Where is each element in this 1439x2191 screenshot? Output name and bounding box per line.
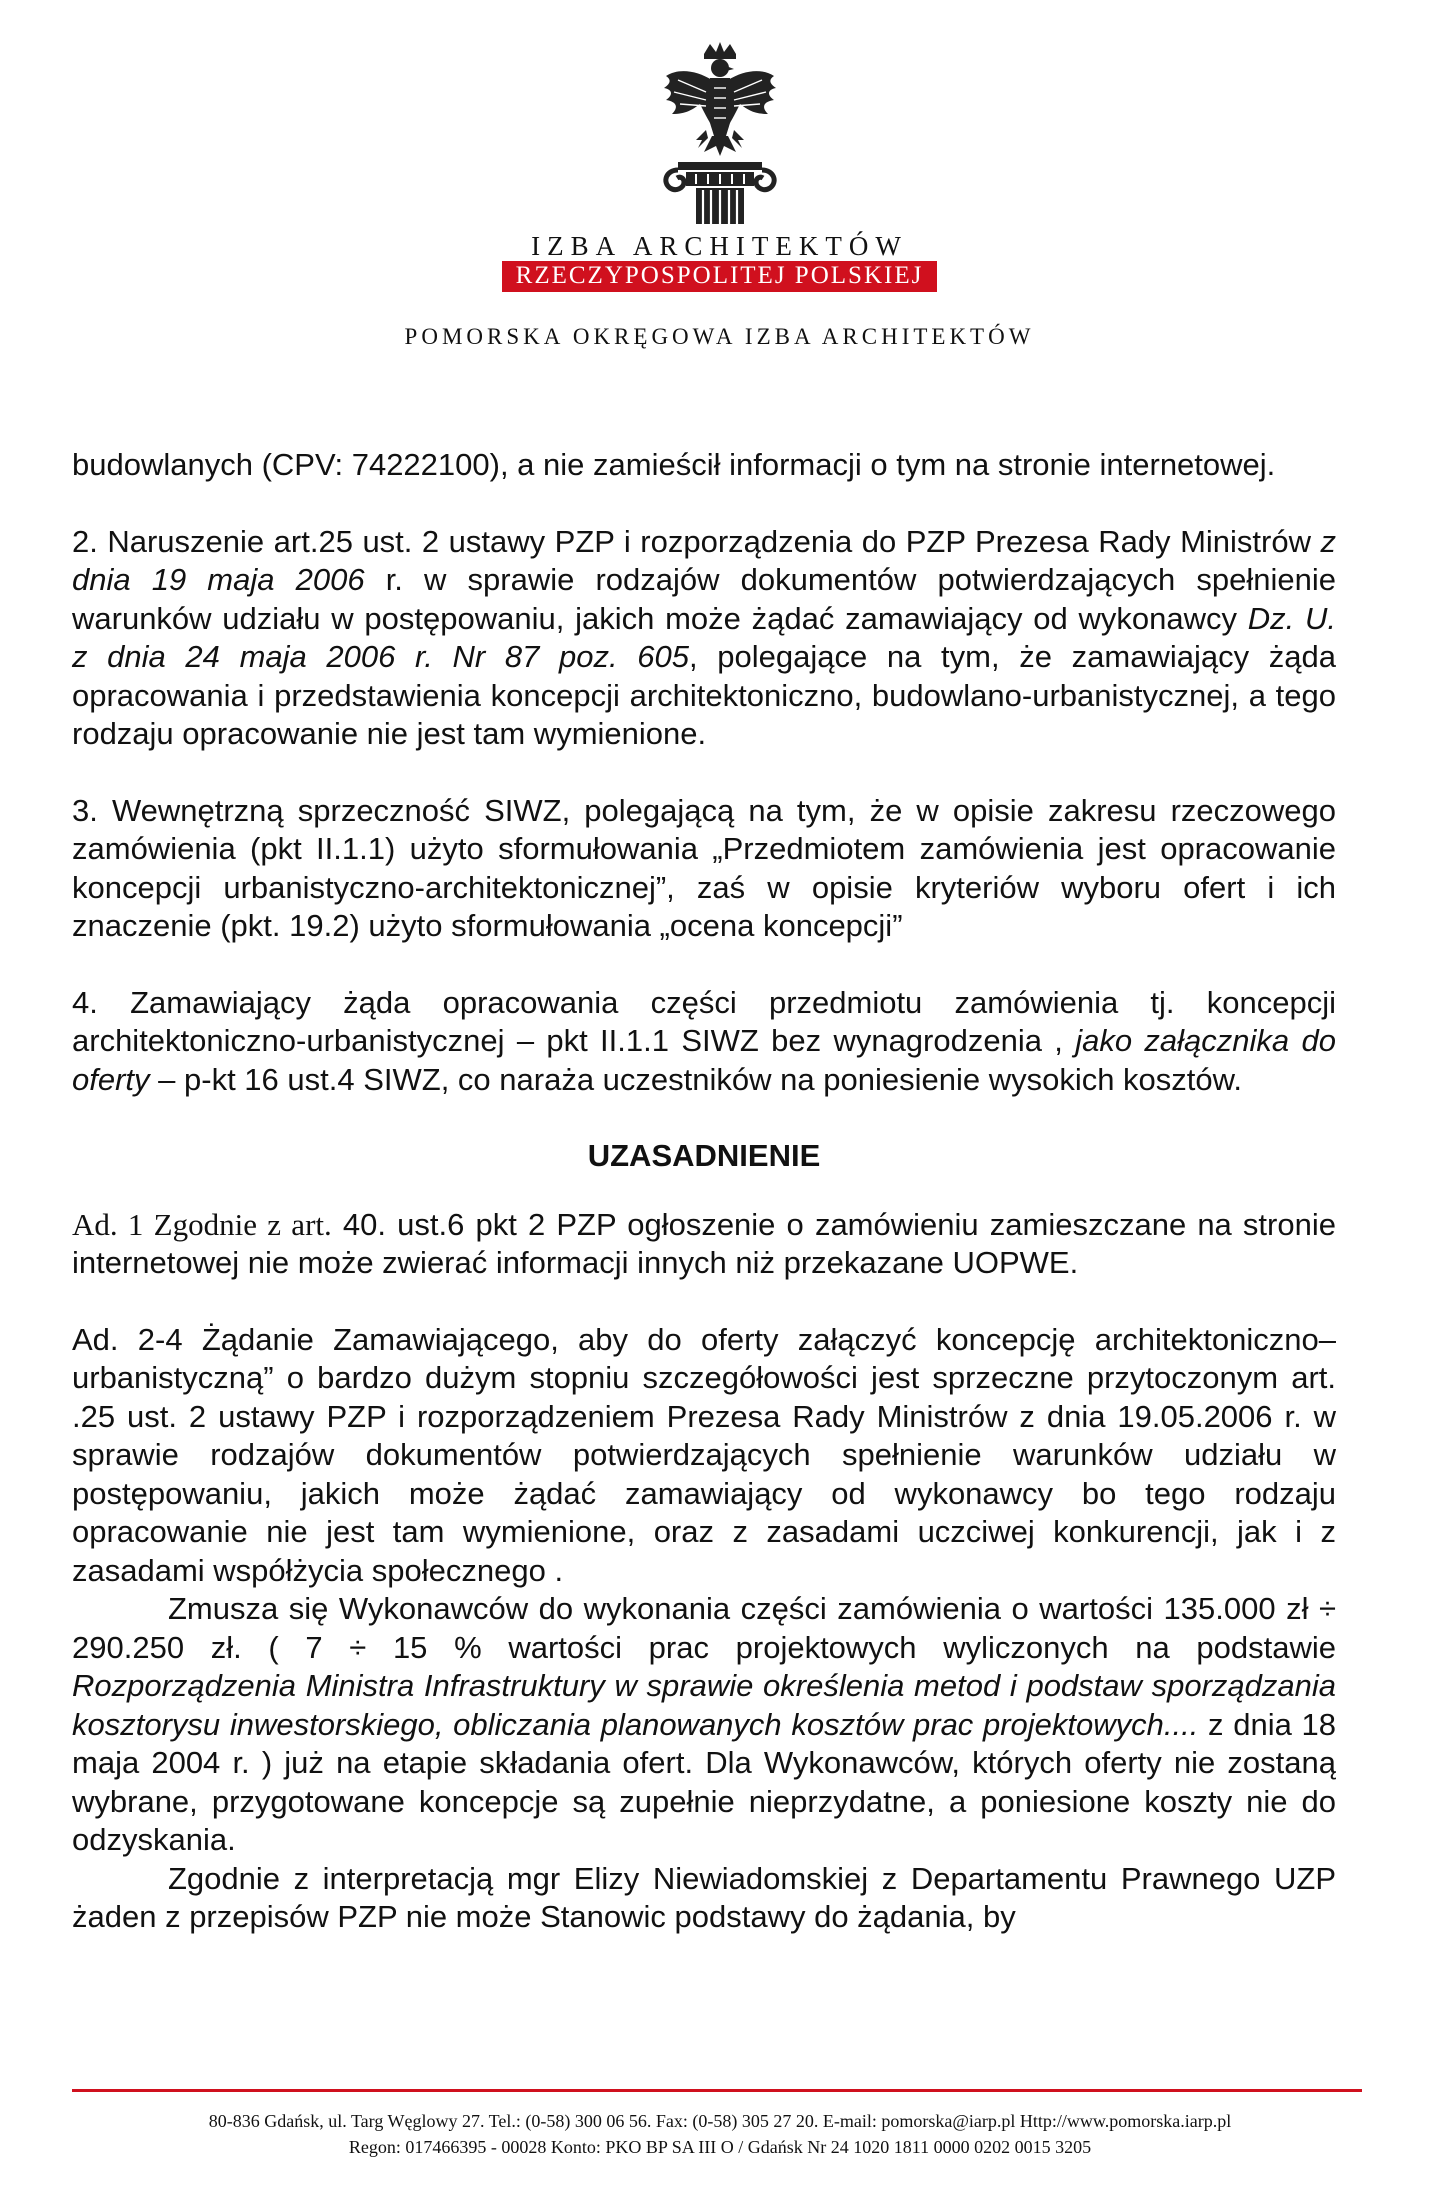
point-2-journal-italic: Dz. U. z dnia 24 maja 2006 r. Nr 87 poz. 605 bbox=[72, 600, 1336, 674]
izba-name-line1: IZBA ARCHITEKTÓW bbox=[531, 231, 908, 261]
zmusza-text-a: Zmusza się Wykonawców do wykonania części zamówienia o wartości 135.000 zł ÷ 290.250 zł. ( 7 ÷ 15 % wartości prac projektowych wyliczonych na podstawie bbox=[72, 1591, 1336, 1665]
paragraph-zgodnie: Zgodnie z interpretacją mgr Elizy Niewiadomskiej z Departamentu Prawnego UZP żaden z przepisów PZP nie może Stanowic podstawy do żądania, by bbox=[72, 1860, 1336, 1934]
paragraph-point-3: 3. Wewnętrzną sprzeczność SIWZ, polegającą na tym, że w opisie zakresu rzeczowego zamówienia (pkt II.1.1) użyto sformułowania „Przedmiotem zamówienia jest opracowanie koncepcji urbanistyczno-architektonicznej”, zaś w opisie kryteriów wyboru ofert i ich znaczenie (pkt. 19.2) użyto sformułowania „ocena koncepcji” bbox=[72, 792, 1336, 943]
section-heading: UZASADNIENIE bbox=[587, 1138, 821, 1173]
polish-eagle-emblem-icon bbox=[656, 40, 784, 225]
zmusza-regulation-italic: Rozporządzenia Ministra Infrastruktury w sprawie określenia metod i podstaw sporządzania kosztorysu inwestorskiego, obliczania planowanych kosztów prac projektowych.... bbox=[72, 1668, 1336, 1742]
paragraph-continuation: budowlanych (CPV: 74222100), a nie zamieścił informacji o tym na stronie internetowej. bbox=[72, 447, 1276, 482]
letter-body bbox=[72, 446, 1336, 1937]
letterhead bbox=[0, 40, 1439, 352]
paragraph-ad-1 bbox=[72, 1206, 1336, 1283]
footer-bank-line: Regon: 017466395 - 00028 Konto: PKO BP SA III O / Gdańsk Nr 24 1020 1811 0000 0202 0015 3205 bbox=[348, 2137, 1092, 2157]
footer-address-line: 80-836 Gdańsk, ul. Targ Węglowy 27. Tel.: (0-58) 300 06 56. Fax: (0-58) 305 27 20. E-mail: pomorska@iarp.pl Http://www.pomorska.iarp.pl bbox=[208, 2111, 1232, 2131]
footer bbox=[40, 2108, 1400, 2160]
point-2-date-italic: z dnia 19 maja 2006 bbox=[72, 523, 1336, 597]
paragraph-zmusza bbox=[72, 1590, 1336, 1860]
point-4-text-c: – p-kt 16 ust.4 SIWZ, co naraża uczestników na poniesienie wysokich kosztów. bbox=[158, 1061, 1242, 1097]
ad-1-lead: Ad. 1 Zgodnie z art. bbox=[72, 1206, 332, 1242]
izba-name-line2: RZECZYPOSPOLITEJ POLSKIEJ bbox=[502, 261, 938, 292]
paragraph-point-2 bbox=[72, 523, 1336, 754]
paragraph-point-4 bbox=[72, 984, 1336, 1100]
zmusza-text-c: z dnia 18 maja 2004 r. ) już na etapie składania ofert. Dla Wykonawców, których oferty nie zostaną wybrane, przygotowane koncepcje są zupełnie nieprzydatne, a poniesione koszty nie do odzyskania. bbox=[72, 1706, 1336, 1857]
footer-divider bbox=[72, 2089, 1362, 2092]
point-4-italic: jako załącznika do oferty bbox=[72, 1023, 1336, 1097]
point-2-text-a: 2. Naruszenie art.25 ust. 2 ustawy PZP i rozporządzenia do PZP Prezesa Rady Ministrów bbox=[72, 523, 1311, 559]
point-2-text-e: , polegające na tym, że zamawiający żąda opracowania i przedstawienia koncepcji architektoniczno, budowlano-urbanistycznej, a tego rodzaju opracowanie nie jest tam wymienione. bbox=[72, 639, 1336, 751]
point-4-text-a: 4. Zamawiający żąda opracowania części przedmiotu zamówienia tj. koncepcji architektoniczno-urbanistycznej – pkt II.1.1 SIWZ bez wynagrodzenia , bbox=[72, 984, 1336, 1058]
regional-chamber-name: POMORSKA OKRĘGOWA IZBA ARCHITEKTÓW bbox=[404, 324, 1035, 349]
point-2-text-c: r. w sprawie rodzajów dokumentów potwierdzających spełnienie warunków udziału w postępowaniu, jakich może żądać zamawiający od wykonawcy bbox=[72, 562, 1336, 636]
ad-1-text: 40. ust.6 pkt 2 PZP ogłoszenie o zamówieniu zamieszczane na stronie internetowej nie może zwierać informacji innych niż przekazane UOPWE. bbox=[72, 1206, 1336, 1280]
paragraph-ad-2-4: Ad. 2-4 Żądanie Zamawiającego, aby do oferty załączyć koncepcję architektoniczno–urbanistyczną” o bardzo dużym stopniu szczegółowości jest sprzeczne przytoczonym art. .25 ust. 2 ustawy PZP i rozporządzeniem Prezesa Rady Ministrów z dnia 19.05.2006 r. w sprawie rodzajów dokumentów potwierdzających spełnienie warunków udziału w postępowaniu, jakich może żądać zamawiający od wykonawcy bo tego rodzaju opracowanie nie jest tam wymienione, oraz z zasadami uczciwej konkurencji, jak i z zasadami współżycia społecznego . bbox=[72, 1321, 1336, 1588]
